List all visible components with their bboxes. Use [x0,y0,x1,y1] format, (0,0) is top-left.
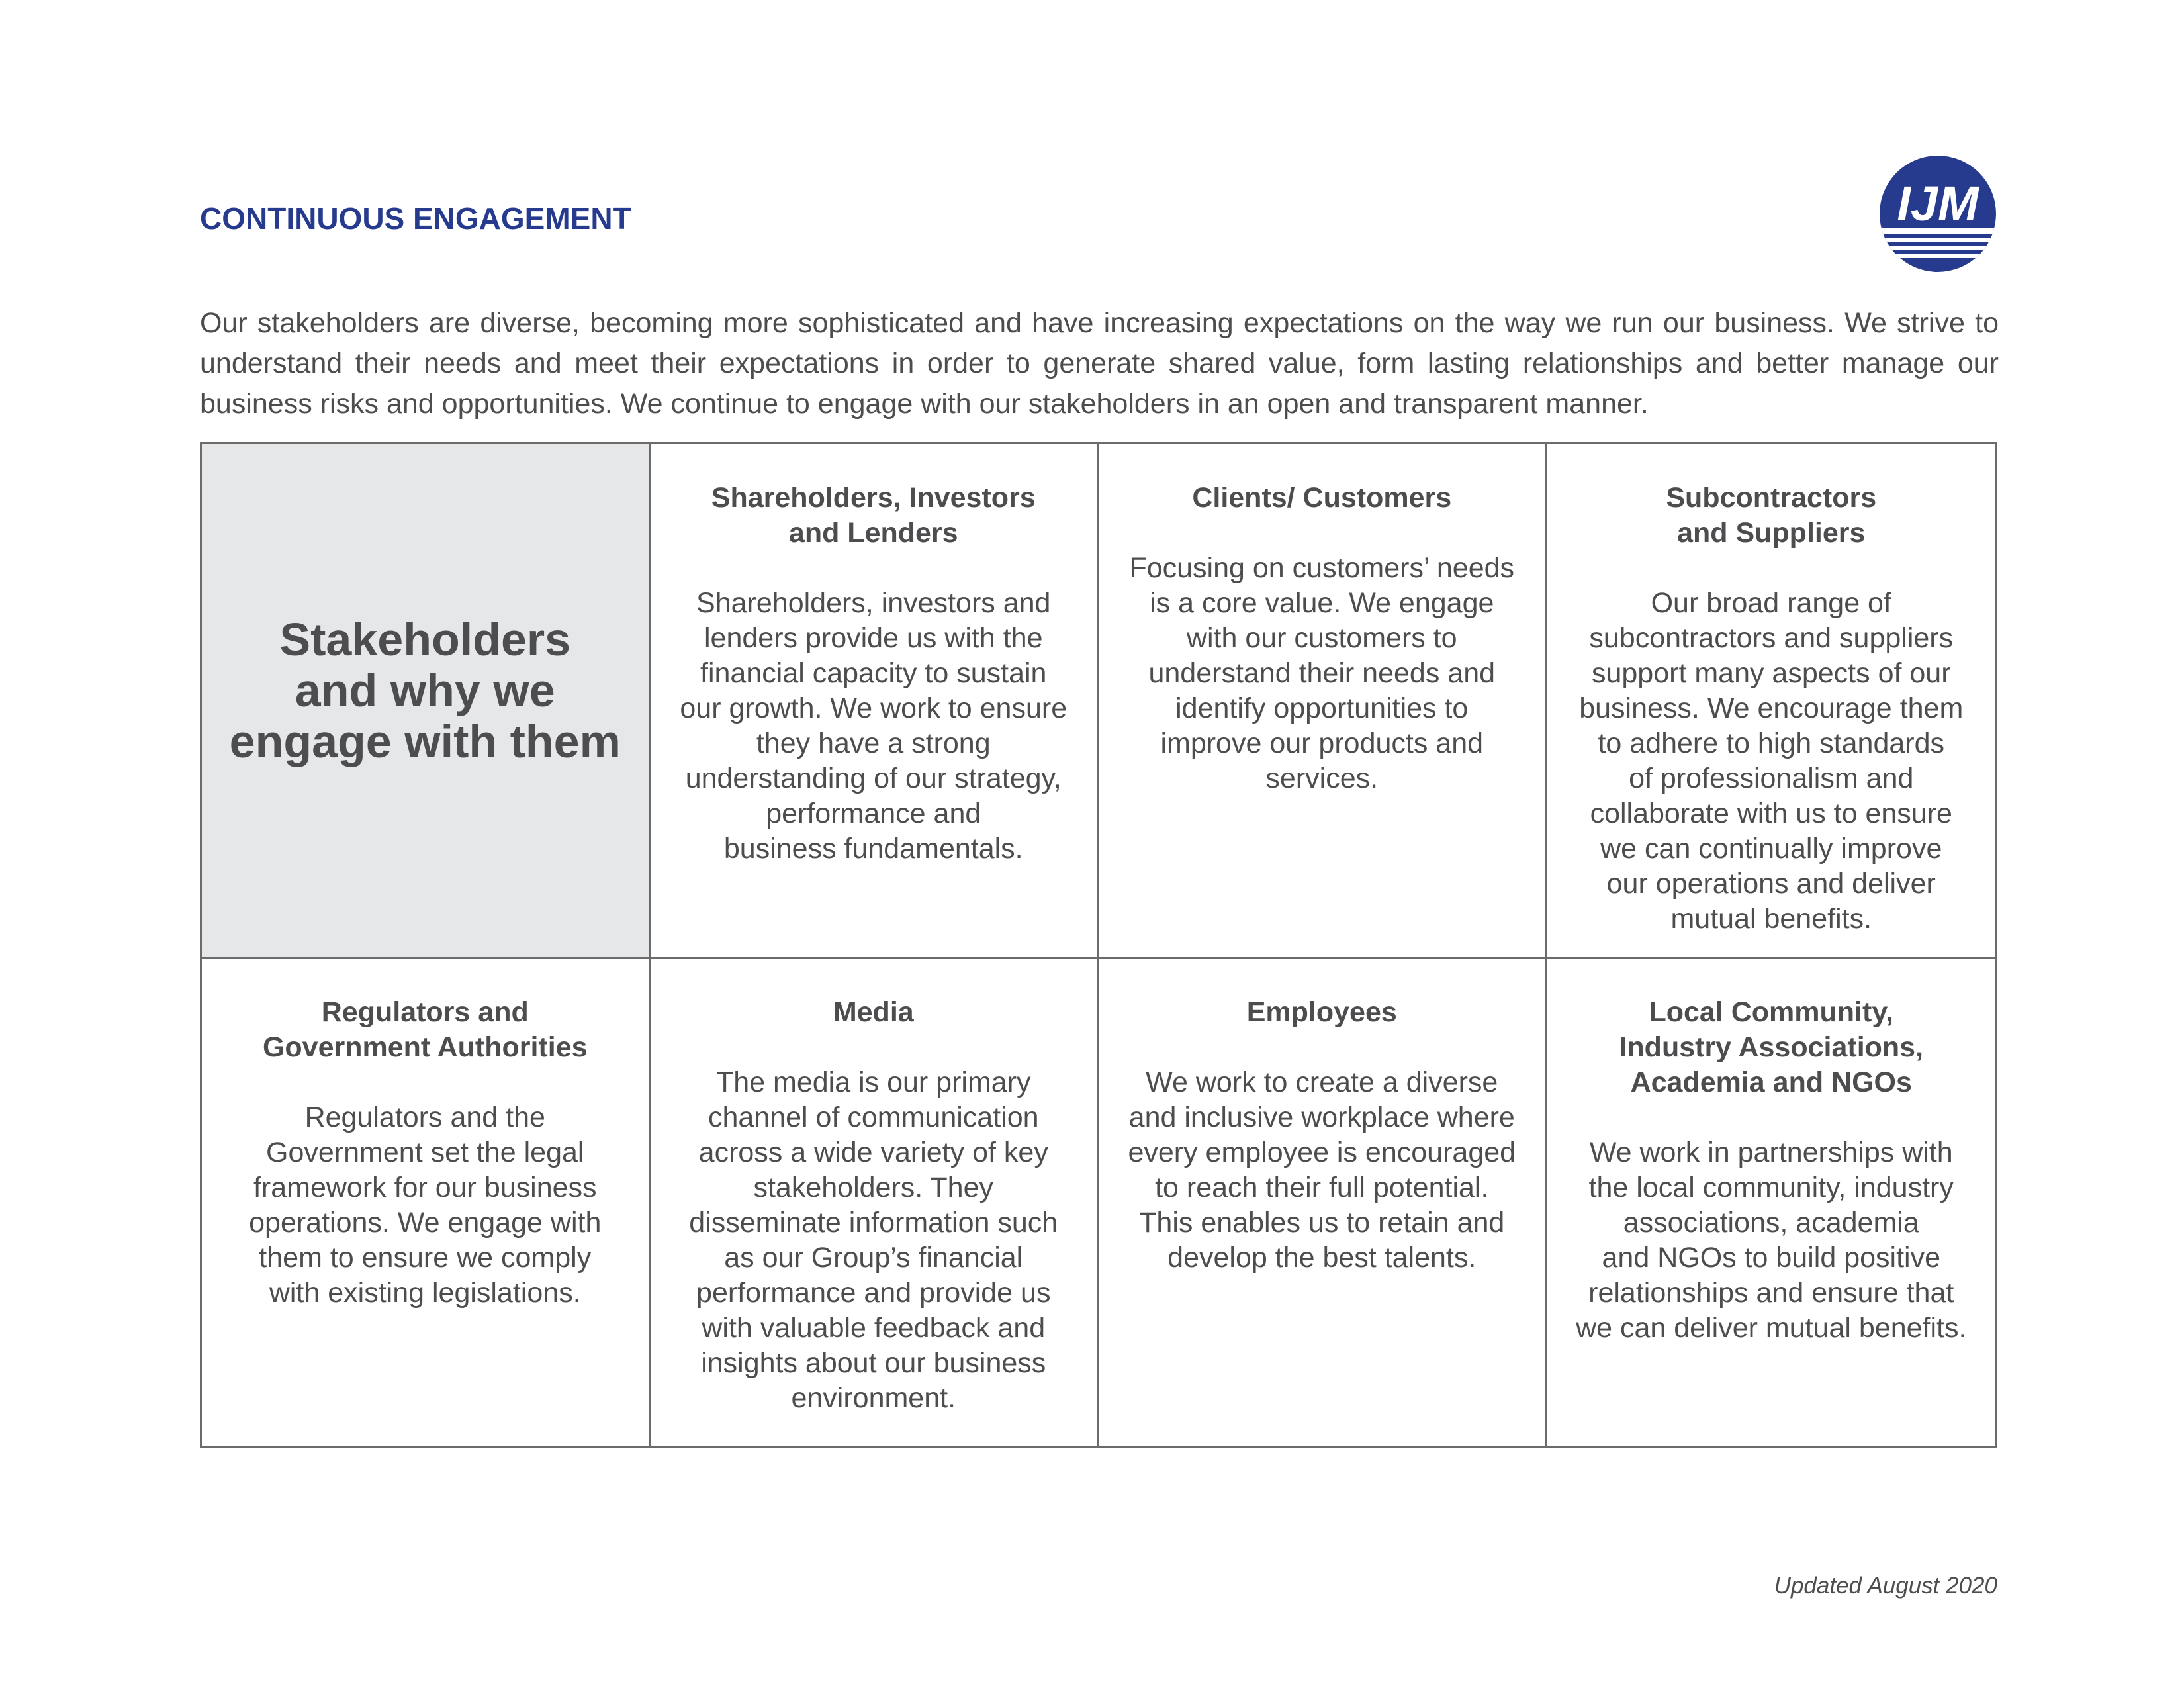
stakeholder-description: The media is our primary channel of communication across a wide variety of key stakeholders. They disseminate information such as our Group’s financial performance and provide us with valuable feedback and insights about our business environment. [689,1066,1058,1414]
stakeholder-cell-media [651,959,1099,1446]
intro-paragraph: Our stakeholders are diverse, becoming more sophisticated and have increasing expectations on the way we run our business. We strive to understand their needs and meet their expectations in order to generate shared value, form lasting relationships and better manage our business risks and opportunities. We continue to engage with our stakeholders in an open and transparent manner. [200,307,1999,420]
stakeholder-description: We work to create a diverse and inclusive workplace where every employee is encouraged to reach their full potential. This enables us to retain and develop the best talents. [1128,1066,1516,1274]
stakeholder-heading: Clients/ Customers [1192,482,1452,514]
stakeholder-heading: Regulators and Government Authorities [262,996,588,1063]
updated-date: Updated August 2020 [1774,1573,1997,1599]
stakeholder-description: Our broad range of subcontractors and suppliers support many aspects of our business. We encourage them to adhere to high standards of professionalism and collaborate with us to ensure we can continually improve our operations and deliver mutual benefits. [1579,587,1964,935]
page-title: CONTINUOUS ENGAGEMENT [200,201,631,236]
logo-text: IJM [1897,176,1979,231]
stakeholder-description: Shareholders, investors and lenders provide us with the financial capacity to sustain our growth. We work to ensure they have a strong understanding of our strategy, performance and business fundamentals. [680,587,1068,865]
stakeholder-cell-clients [1099,444,1547,959]
stakeholder-cell-regulators [202,959,651,1446]
stakeholder-table [200,442,1997,1448]
table-label-cell [202,444,651,959]
company-logo [1878,154,1997,273]
stakeholder-cell-shareholders [651,444,1099,959]
stakeholder-description: We work in partnerships with the local community, industry associations, academia and NGOs to build positive relationships and ensure that we can deliver mutual benefits. [1576,1137,1967,1344]
stakeholder-heading: Media [833,996,914,1028]
stakeholder-cell-community [1547,959,1996,1446]
stakeholder-heading: Shareholders, Investors and Lenders [711,482,1036,549]
stakeholder-heading: Subcontractors and Suppliers [1666,482,1877,549]
stakeholder-heading: Employees [1246,996,1397,1028]
stakeholder-description: Regulators and the Government set the legal framework for our business operations. We engage with them to ensure we comply with existing legislations. [249,1102,602,1309]
table-label: Stakeholders and why we engage with them [229,613,621,767]
stakeholder-heading: Local Community, Industry Associations, Academia and NGOs [1619,996,1924,1098]
stakeholder-cell-employees [1099,959,1547,1446]
stakeholder-cell-subcontractors [1547,444,1996,959]
stakeholder-description: Focusing on customers’ needs is a core value. We engage with our customers to understand their needs and identify opportunities to improve our products and services. [1129,552,1515,794]
